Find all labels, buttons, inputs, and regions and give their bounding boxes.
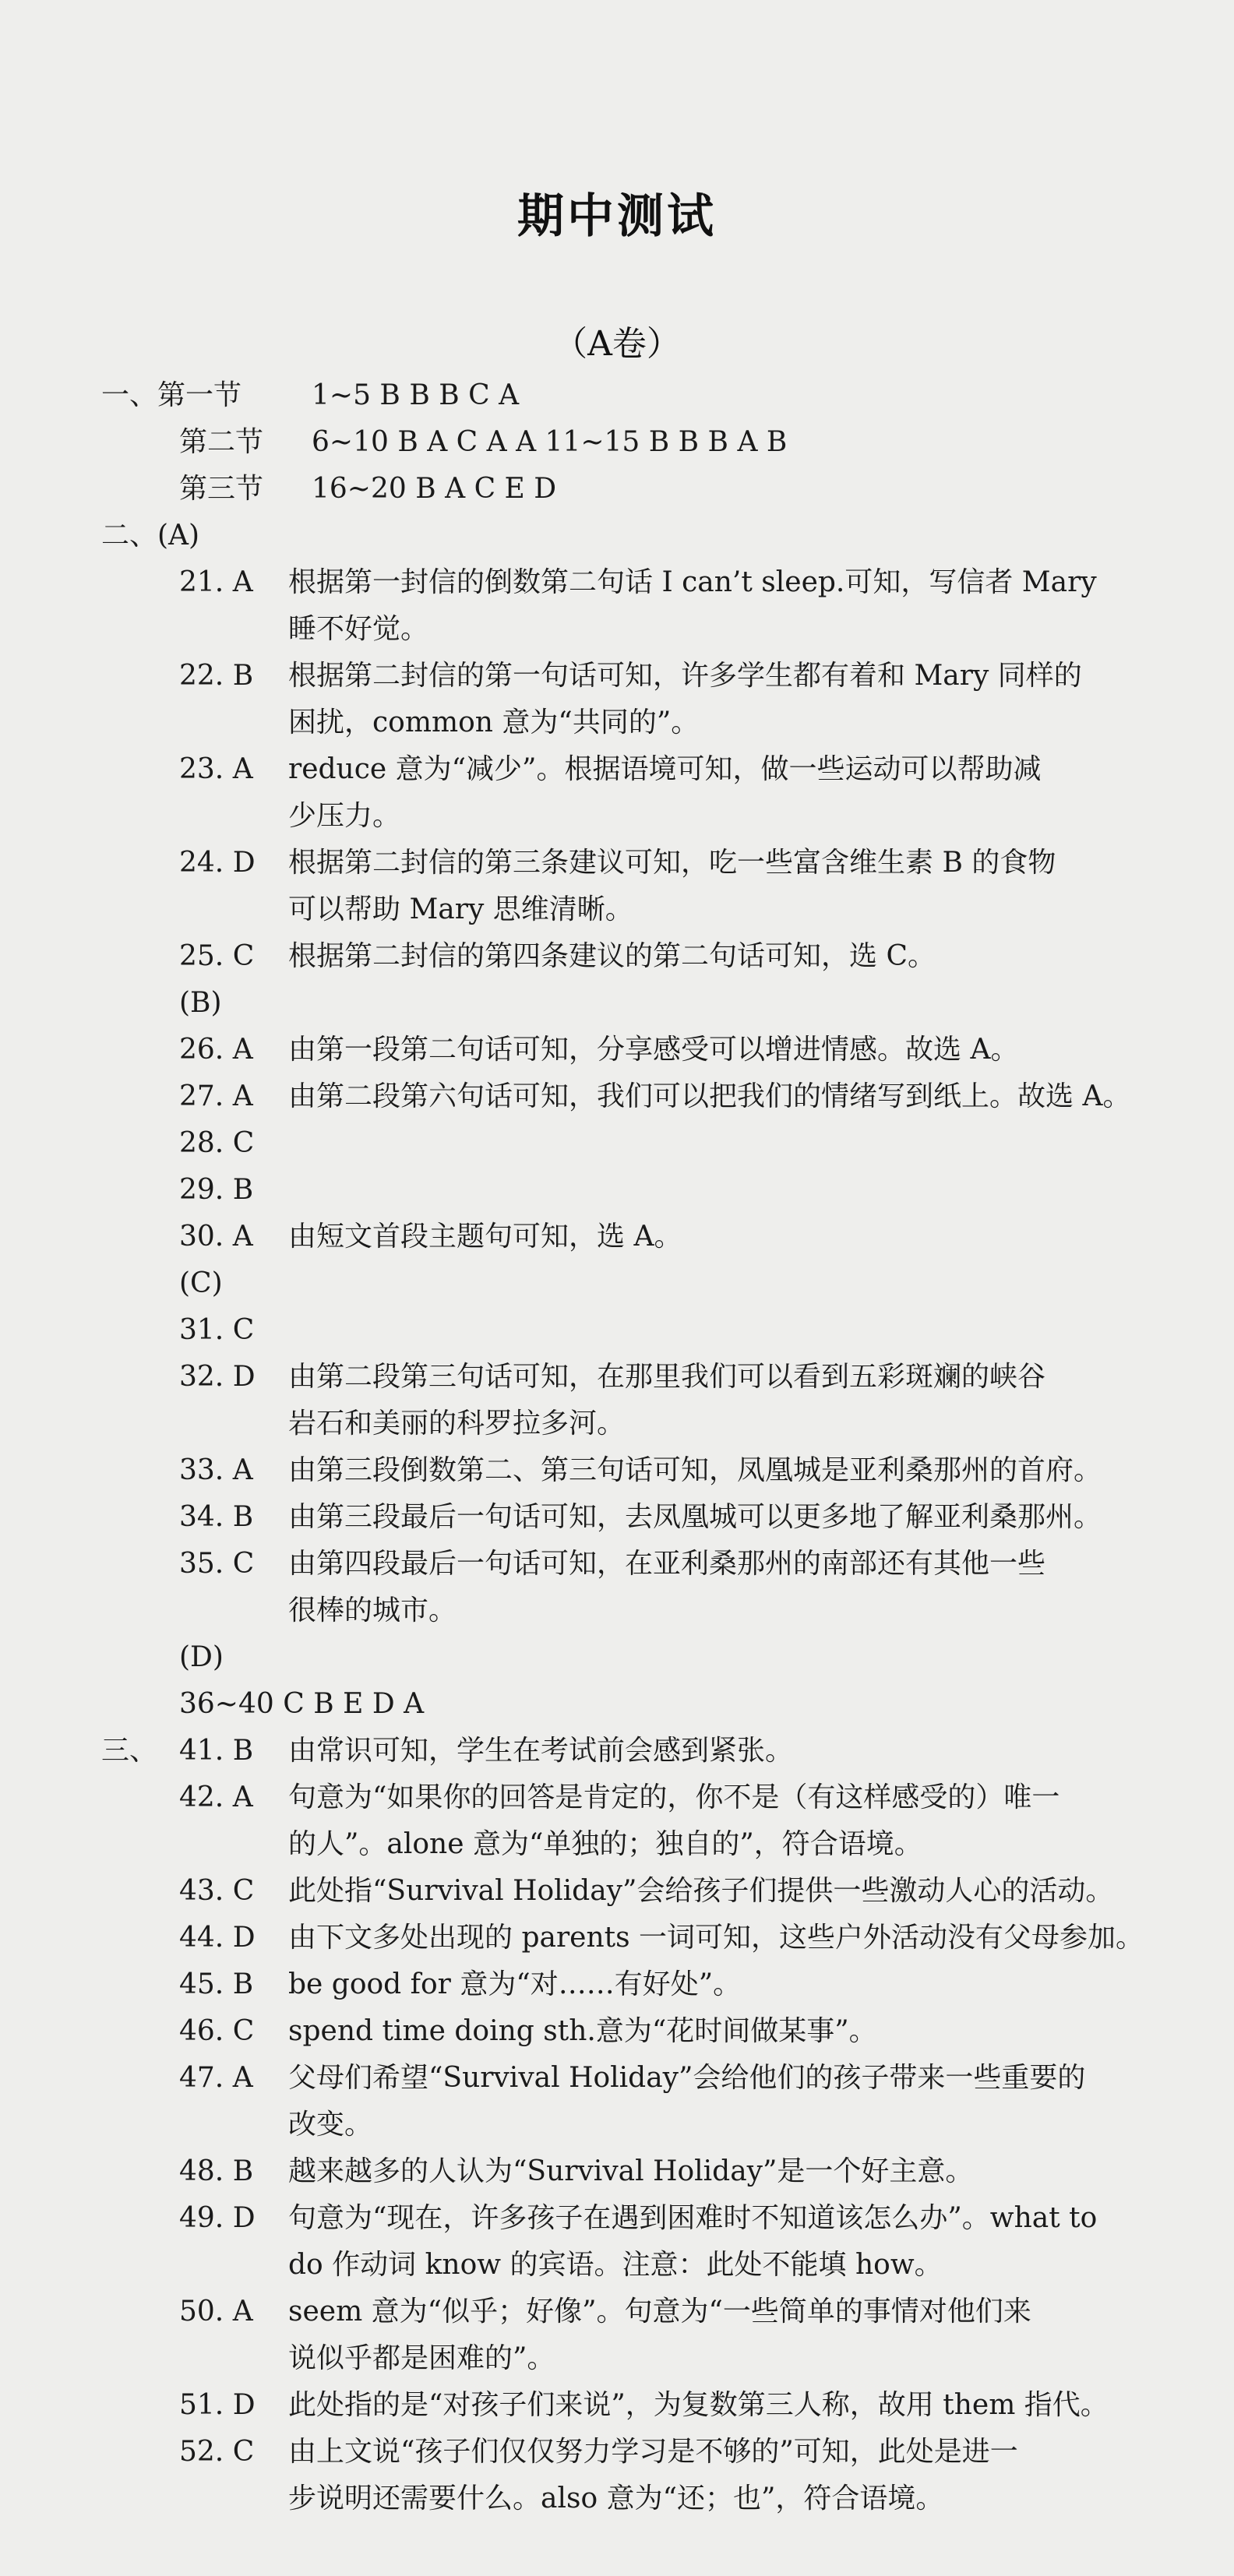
question-number: 47. A	[179, 2062, 253, 2094]
question-number: 27. A	[179, 1080, 253, 1112]
answer-item	[101, 1307, 1192, 1354]
answer-item	[101, 1915, 1192, 1961]
question-number: 46. C	[179, 2015, 255, 2047]
answer-item	[101, 2055, 1192, 2102]
explanation-text: 由第二段第三句话可知，在那里我们可以看到五彩斑斓的峡谷	[288, 1361, 1046, 1393]
explanation-text: 此处指的是“对孩子们来说”，为复数第三人称，故用 them 指代。	[288, 2389, 1109, 2421]
explanation-text: 根据第二封信的第四条建议的第二句话可知，选 C。	[288, 940, 936, 972]
answer-text: 1~5 B B B C A	[312, 379, 520, 411]
explanation-text: be good for 意为“对……有好处”。	[288, 1968, 742, 2000]
question-number: 51. D	[179, 2389, 256, 2421]
explanation-text: 由下文多处出现的 parents 一词可知，这些户外活动没有父母参加。	[288, 1922, 1144, 1954]
answer-item	[101, 2429, 1192, 2476]
answer-content	[101, 372, 1192, 2522]
question-number: 22. B	[179, 660, 254, 692]
answer-item	[101, 1961, 1192, 2008]
part-label: (B)	[179, 987, 222, 1019]
answer-item	[101, 2148, 1192, 2195]
question-number: 45. B	[179, 1968, 254, 2000]
question-number: 49. D	[179, 2202, 256, 2234]
explanation-text: 由第四段最后一句话可知，在亚利桑那州的南部还有其他一些	[288, 1548, 1046, 1580]
explanation-text: 睡不好觉。	[288, 613, 429, 645]
question-number: 35. C	[179, 1548, 255, 1580]
answer-continuation	[101, 793, 1192, 840]
answer-line	[101, 372, 1192, 419]
answer-item	[101, 746, 1192, 793]
explanation-text: 句意为“如果你的回答是肯定的，你不是（有这样感受的）唯一	[288, 1781, 1060, 1813]
answer-item	[101, 2382, 1192, 2429]
answer-item	[101, 1494, 1192, 1541]
question-number: 33. A	[179, 1454, 253, 1486]
explanation-text: 父母们希望“Survival Holiday”会给他们的孩子带来一些重要的	[288, 2062, 1086, 2094]
answer-continuation	[101, 1821, 1192, 1868]
answer-item	[101, 1354, 1192, 1401]
part-label: (C)	[179, 1267, 223, 1299]
answer-text: 36~40 C B E D A	[179, 1688, 425, 1720]
subsection-label: 第二节	[179, 426, 264, 458]
explanation-text: 的人”。alone 意为“单独的；独自的”，符合语境。	[288, 1828, 922, 1860]
answer-item	[101, 1447, 1192, 1494]
question-number: 28. C	[179, 1127, 255, 1159]
part-label-line	[101, 980, 1192, 1027]
explanation-text: 说似乎都是困难的”。	[288, 2342, 555, 2374]
question-number: 21. A	[179, 566, 253, 598]
explanation-text: 很棒的城市。	[288, 1595, 457, 1626]
question-number: 42. A	[179, 1781, 253, 1813]
question-number: 31. C	[179, 1314, 255, 1346]
answer-item	[101, 1774, 1192, 1821]
explanation-text: do 作动词 know 的宾语。注意：此处不能填 how。	[288, 2249, 943, 2281]
answer-item	[101, 933, 1192, 980]
explanation-text: 句意为“现在，许多孩子在遇到困难时不知道该怎么办”。what to	[288, 2202, 1098, 2234]
explanation-text: 根据第二封信的第一句话可知，许多学生都有着和 Mary 同样的	[288, 660, 1082, 692]
answer-continuation	[101, 2335, 1192, 2382]
section-label: 三、	[101, 1735, 158, 1767]
answer-item	[101, 1120, 1192, 1167]
answer-text: 16~20 B A C E D	[312, 473, 557, 505]
part-label-line	[101, 1634, 1192, 1681]
question-number: 52. C	[179, 2436, 255, 2468]
answer-line	[101, 419, 1192, 466]
answer-item	[101, 1541, 1192, 1588]
explanation-text: 岩石和美丽的科罗拉多河。	[288, 1408, 626, 1440]
answer-item	[101, 1728, 1192, 1774]
answer-line	[101, 513, 1192, 559]
answer-item	[101, 1214, 1192, 1260]
answer-item	[101, 1027, 1192, 1073]
explanation-text: 由短文首段主题句可知，选 A。	[288, 1221, 682, 1253]
explanation-text: spend time doing sth.意为“花时间做某事”。	[288, 2015, 877, 2047]
answer-line	[101, 1681, 1192, 1728]
page-title: 期中测试	[517, 189, 717, 244]
section-label: 一、第一节	[101, 379, 242, 411]
answer-item	[101, 840, 1192, 886]
answer-continuation	[101, 1401, 1192, 1447]
question-number: 48. B	[179, 2155, 254, 2187]
answer-continuation	[101, 2476, 1192, 2522]
question-number: 26. A	[179, 1034, 253, 1066]
question-number: 29. B	[179, 1174, 254, 1206]
answer-item	[101, 1073, 1192, 1120]
answer-item	[101, 653, 1192, 700]
explanation-text: 根据第二封信的第三条建议可知，吃一些富含维生素 B 的食物	[288, 847, 1056, 879]
subsection-label: 第三节	[179, 473, 264, 505]
question-number: 34. B	[179, 1501, 254, 1533]
answer-item	[101, 559, 1192, 606]
question-number: 25. C	[179, 940, 255, 972]
answer-continuation	[101, 886, 1192, 933]
explanation-text: 此处指“Survival Holiday”会给孩子们提供一些激动人心的活动。	[288, 1875, 1114, 1907]
answer-line	[101, 466, 1192, 513]
answer-item	[101, 2289, 1192, 2335]
answer-item	[101, 1868, 1192, 1915]
explanation-text: 根据第一封信的倒数第二句话 I can’t sleep.可知，写信者 Mary	[288, 566, 1097, 598]
answer-continuation	[101, 700, 1192, 746]
explanation-text: 越来越多的人认为“Survival Holiday”是一个好主意。	[288, 2155, 974, 2187]
answer-text: 6~10 B A C A A 11~15 B B B A B	[312, 426, 788, 458]
explanation-text: 由上文说“孩子们仅仅努力学习是不够的”可知，此处是进一	[288, 2436, 1018, 2468]
section-label: 二、(A)	[101, 520, 200, 551]
answer-item	[101, 1167, 1192, 1214]
answer-continuation	[101, 1588, 1192, 1634]
paper-subtitle: （A卷）	[553, 324, 681, 364]
answer-continuation	[101, 606, 1192, 653]
answer-item	[101, 2195, 1192, 2242]
explanation-text: 由第二段第六句话可知，我们可以把我们的情绪写到纸上。故选 A。	[288, 1080, 1131, 1112]
part-label-line	[101, 1260, 1192, 1307]
question-number: 50. A	[179, 2296, 253, 2328]
explanation-text: 可以帮助 Mary 思维清晰。	[288, 893, 633, 925]
question-number: 44. D	[179, 1922, 256, 1954]
question-number: 23. A	[179, 753, 253, 785]
question-number: 32. D	[179, 1361, 256, 1393]
explanation-text: 改变。	[288, 2109, 373, 2141]
answer-continuation	[101, 2102, 1192, 2148]
explanation-text: 由第三段最后一句话可知，去凤凰城可以更多地了解亚利桑那州。	[288, 1501, 1102, 1533]
explanation-text: 步说明还需要什么。also 意为“还；也”，符合语境。	[288, 2483, 944, 2514]
explanation-text: 由第一段第二句话可知，分享感受可以增进情感。故选 A。	[288, 1034, 1019, 1066]
explanation-text: 困扰，common 意为“共同的”。	[288, 707, 700, 738]
explanation-text: 由第三段倒数第二、第三句话可知，凤凰城是亚利桑那州的首府。	[288, 1454, 1102, 1486]
explanation-text: 少压力。	[288, 800, 401, 832]
answer-continuation	[101, 2242, 1192, 2289]
question-number: 30. A	[179, 1221, 253, 1253]
explanation-text: 由常识可知，学生在考试前会感到紧张。	[288, 1735, 794, 1767]
part-label: (D)	[179, 1641, 224, 1673]
answer-item	[101, 2008, 1192, 2055]
question-number: 43. C	[179, 1875, 255, 1907]
explanation-text: reduce 意为“减少”。根据语境可知，做一些运动可以帮助减	[288, 753, 1042, 785]
question-number: 24. D	[179, 847, 256, 879]
explanation-text: seem 意为“似乎；好像”。句意为“一些简单的事情对他们来	[288, 2296, 1031, 2328]
question-number: 41. B	[179, 1735, 254, 1767]
